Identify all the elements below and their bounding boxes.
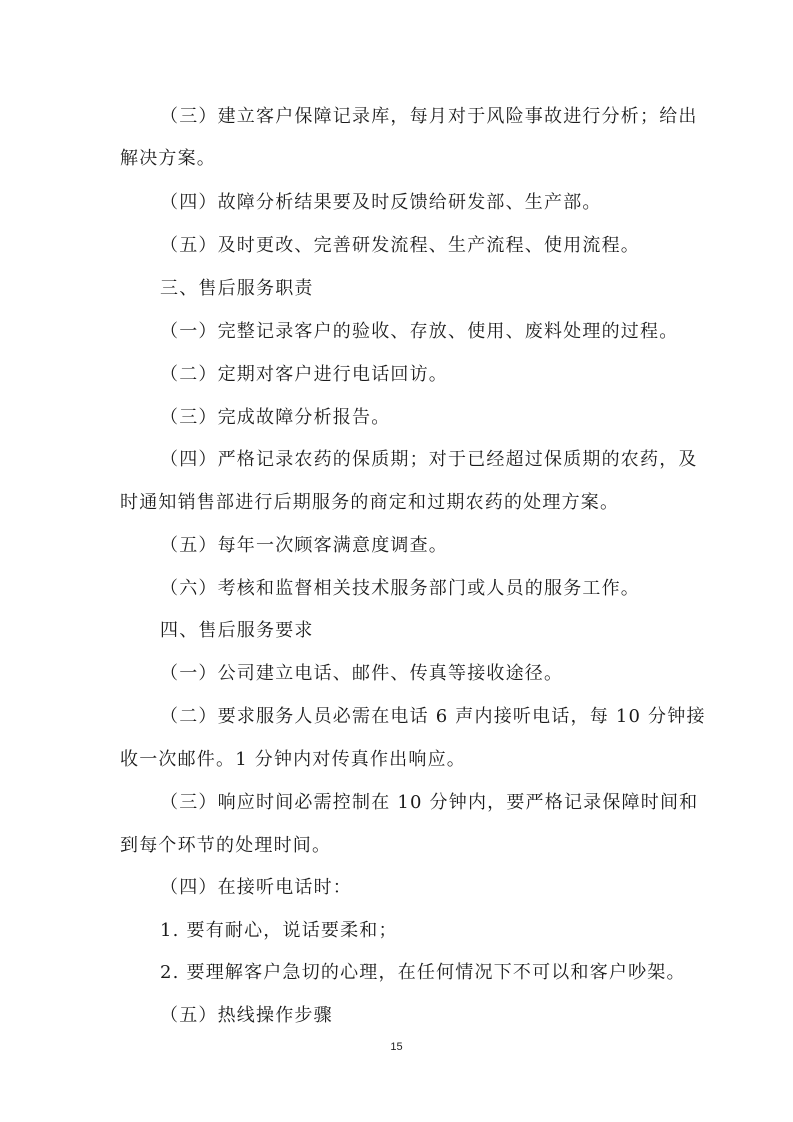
list-item: 2. 要理解客户急切的心理，在任何情况下不可以和客户吵架。 [160, 962, 686, 983]
section-heading: 三、售后服务职责 [160, 278, 314, 299]
text-line: （六）考核和监督相关技术服务部门或人员的服务工作。 [160, 578, 640, 599]
text-line: （三）响应时间必需控制在 10 分钟内，要严格记录保障时间和 [160, 792, 699, 813]
text-line: （四）严格记录农药的保质期；对于已经超过保质期的农药，及 [160, 449, 698, 470]
text-line: （二）定期对客户进行电话回访。 [160, 364, 448, 385]
text-line: （一）完整记录客户的验收、存放、使用、废料处理的过程。 [160, 321, 679, 342]
text-line: （一）公司建立电话、邮件、传真等接收途径。 [160, 663, 564, 684]
text-line: （五）每年一次顾客满意度调查。 [160, 535, 448, 556]
section-heading: 四、售后服务要求 [160, 620, 314, 641]
text-line: （三）建立客户保障记录库，每月对于风险事故进行分析；给出 [160, 106, 698, 127]
text-line: （四）在接听电话时： [160, 877, 352, 898]
text-line: 到每个环节的处理时间。 [120, 835, 332, 856]
text-line: 收一次邮件。1 分钟内对传真作出响应。 [120, 749, 466, 770]
list-item: 1. 要有耐心，说话要柔和； [160, 920, 398, 941]
text-line: （三）完成故障分析报告。 [160, 407, 391, 428]
text-line: 时通知销售部进行后期服务的商定和过期农药的处理方案。 [120, 492, 620, 513]
page-number: 15 [390, 1041, 403, 1053]
text-line: （五）热线操作步骤 [160, 1005, 333, 1026]
text-line: （二）要求服务人员必需在电话 6 声内接听电话，每 10 分钟接 [160, 706, 706, 727]
text-line: 解决方案。 [120, 148, 216, 169]
text-line: （五）及时更改、完善研发流程、生产流程、使用流程。 [160, 235, 640, 256]
text-line: （四）故障分析结果要及时反馈给研发部、生产部。 [160, 192, 602, 213]
